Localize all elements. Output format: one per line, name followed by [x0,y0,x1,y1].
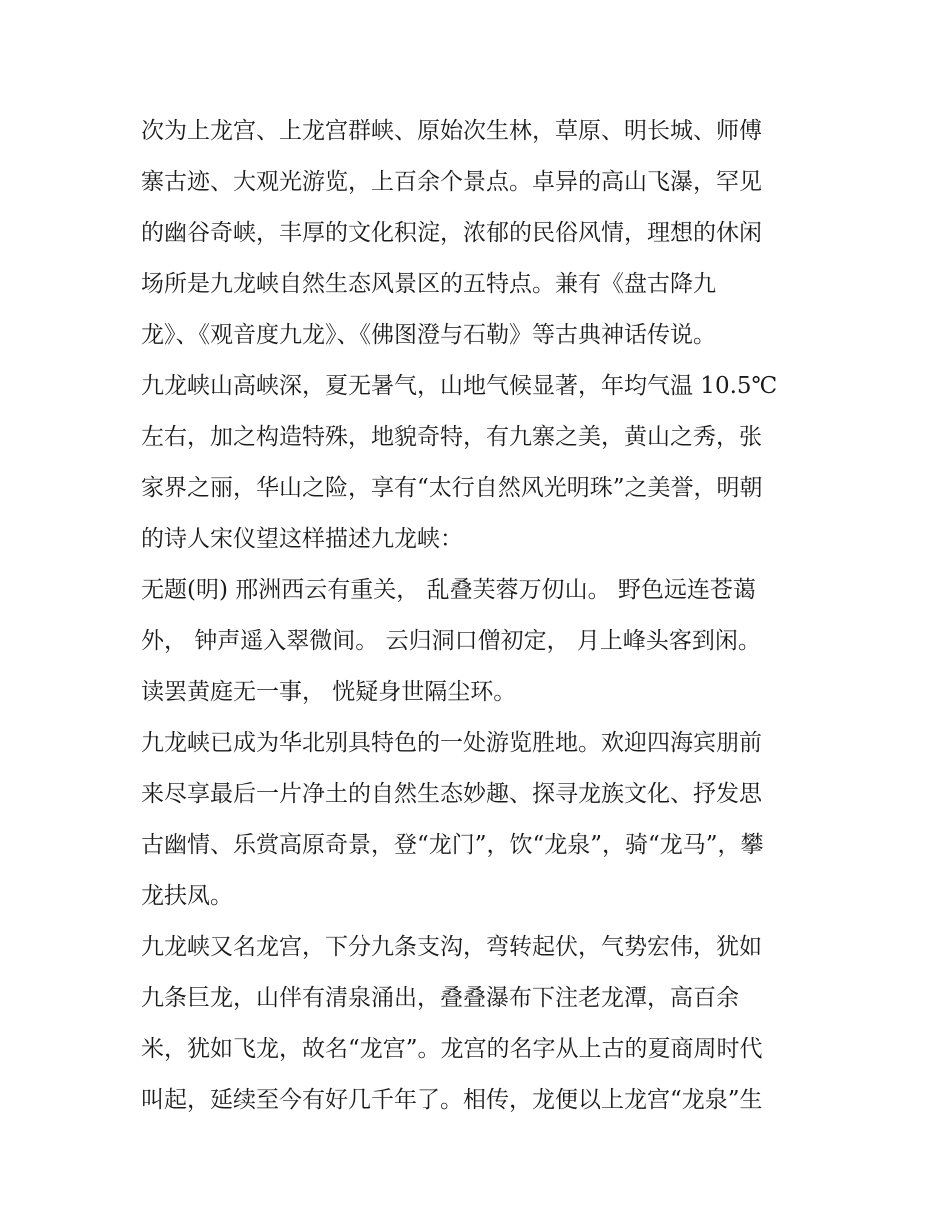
text-line: 的诗人宋仪望这样描述九龙峡： [141,526,463,552]
text-line: 龙扶凤。 [141,883,233,909]
poem-line: 无题(明) 邢洲西云有重关， 乱叠芙蓉万仞山。 野色远连苍蔼 [141,577,756,603]
text-line: 次为上龙宫、上龙宫群峡、原始次生林，草原、明长城、师傅 [141,118,762,144]
text-line: 九龙峡已成为华北别具特色的一处游览胜地。欢迎四海宾朋前 [141,730,762,756]
text-line: 寨古迹、大观光游览，上百余个景点。卓异的高山飞瀑，罕见 [141,169,762,195]
text-line: 叫起，延续至今有好几千年了。相传，龙便以上龙宫“龙泉”生 [141,1087,763,1113]
text-line: 的幽谷奇峡，丰厚的文化积淀，浓郁的民俗风情，理想的休闲 [141,220,762,246]
text-line: 古幽情、乐赏高原奇景，登“龙门”，饮“龙泉”，骑“龙马”，攀 [141,832,764,858]
text-line: 九条巨龙，山伴有清泉涌出，叠叠瀑布下注老龙潭，高百余 [141,985,739,1011]
poem-line: 外， 钟声遥入翠微间。 云归洞口僧初定， 月上峰头客到闲。 [141,628,761,654]
document-body [141,106,813,1126]
text-line: 来尽享最后一片净土的自然生态妙趣、探寻龙族文化、抒发思 [141,781,762,807]
text-line: 九龙峡山高峡深，夏无暑气，山地气候显著，年均气温 10.5℃ [141,373,778,399]
text-line: 九龙峡又名龙宫，下分九条支沟，弯转起伏，气势宏伟，犹如 [141,934,762,960]
text-line: 龙》、《观音度九龙》、《佛图澄与石勒》等古典神话传说。 [141,322,716,348]
poem-line: 读罢黄庭无一事， 恍疑身世隔尘环。 [141,679,517,705]
text-line: 场所是九龙峡自然生态风景区的五特点。兼有《盘古降九 [141,271,716,297]
text-line: 左右，加之构造特殊，地貌奇特，有九寨之美，黄山之秀，张 [141,424,762,450]
text-line: 家界之丽，华山之险，享有“太行自然风光明珠”之美誉，明朝 [141,475,763,501]
text-line: 米，犹如飞龙，故名“龙宫”。龙宫的名字从上古的夏商周时代 [141,1036,763,1062]
